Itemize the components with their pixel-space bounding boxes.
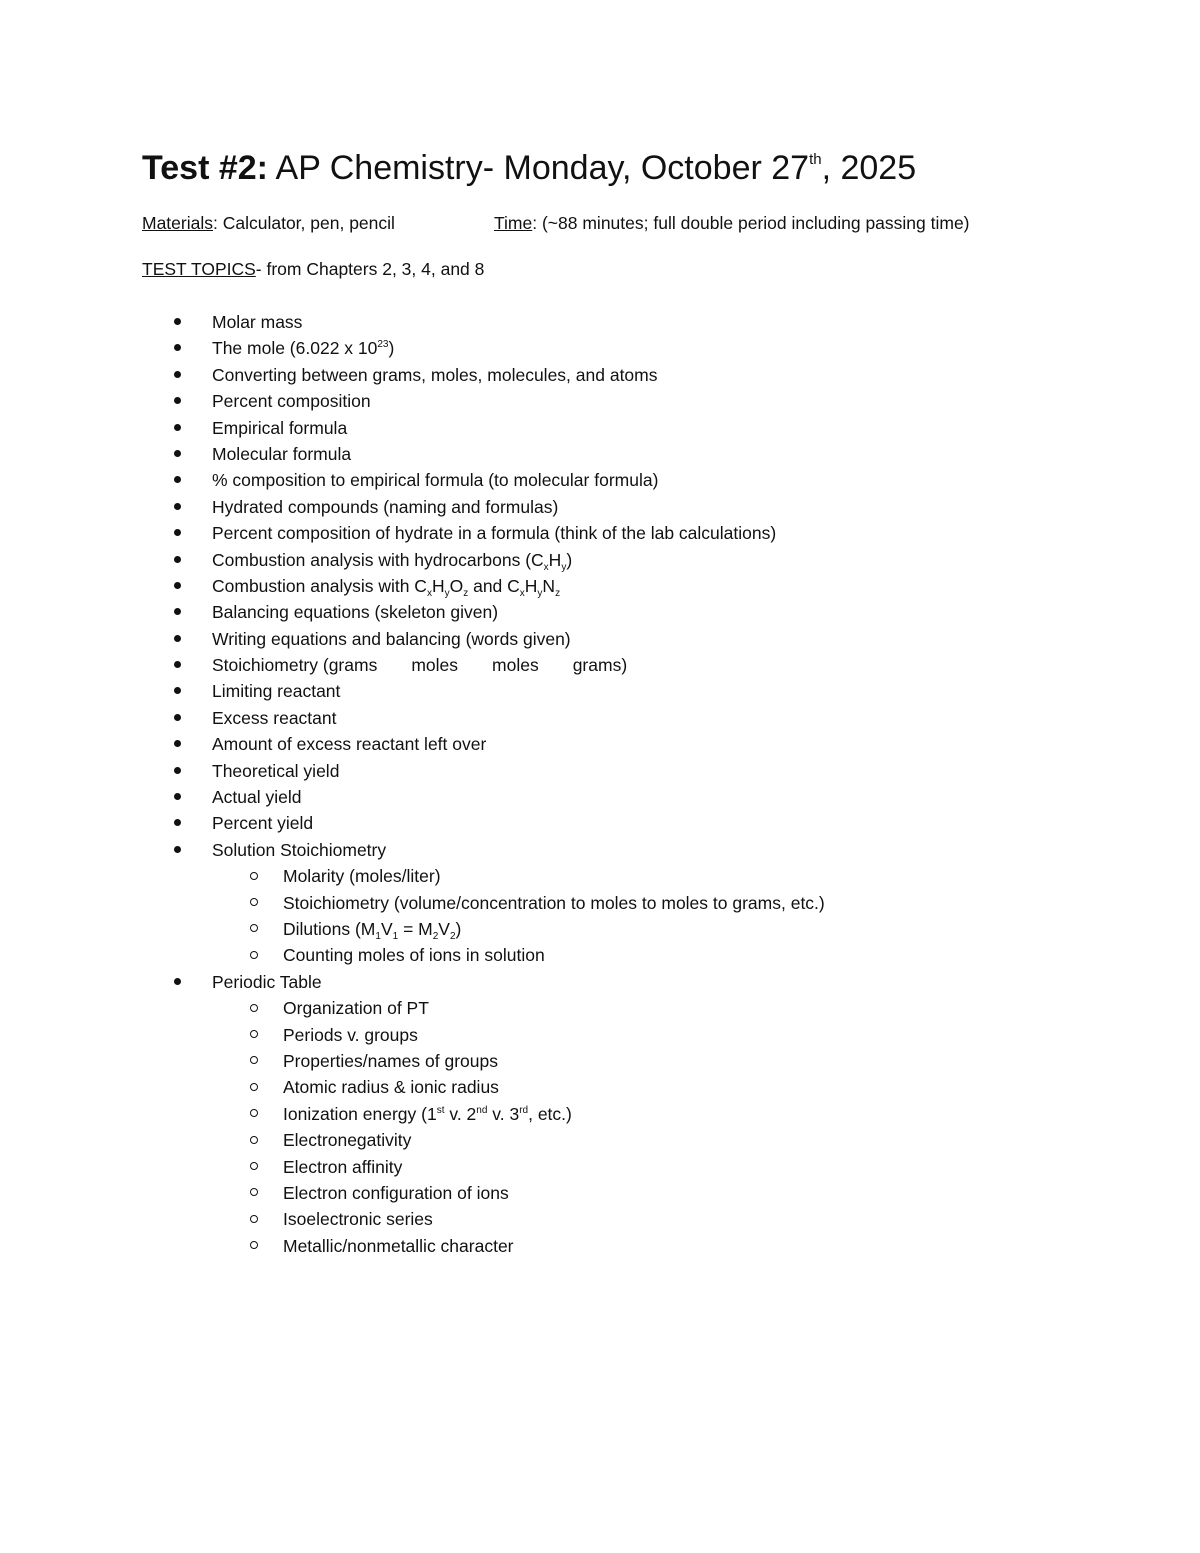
list-item: Molecular formula: [0, 441, 1100, 467]
bullet-icon: [174, 635, 181, 642]
list-item: Amount of excess reactant left over: [0, 731, 1100, 757]
hollow-bullet-icon: [250, 872, 258, 880]
list-item: Empirical formula: [0, 415, 1100, 441]
sub-list-item: Organization of PT: [0, 995, 1100, 1021]
hollow-bullet-icon: [250, 1056, 258, 1064]
sub-list-item: Atomic radius & ionic radius: [0, 1074, 1100, 1100]
sub-list-item: Dilutions $(M_1V_1 = M_2V_2)$: [0, 916, 1100, 942]
page-title: [142, 146, 916, 190]
title-year: , 2025: [821, 149, 917, 187]
sub-list-item: Electron configuration of ions: [0, 1180, 1100, 1206]
topic-list: [0, 309, 1100, 1259]
hollow-bullet-icon: [250, 1162, 258, 1170]
sub-list-item: Properties/names of groups: [0, 1048, 1100, 1074]
list-item: Combustion analysis with hydrocarbons $(C_xH_y)$: [0, 547, 1100, 573]
time-line: [494, 211, 970, 235]
test-topics-header: [142, 257, 484, 281]
sub-list-item: Counting moles of ions in solution: [0, 942, 1100, 968]
bullet-icon: [174, 529, 181, 536]
list-item: Solution Stoichiometry: [0, 837, 1100, 863]
bullet-icon: [174, 767, 181, 774]
hollow-bullet-icon: [250, 924, 258, 932]
bullet-icon: [174, 687, 181, 694]
list-item: Periodic Table: [0, 969, 1100, 995]
list-item: Excess reactant: [0, 705, 1100, 731]
bullet-icon: [174, 556, 181, 563]
bullet-icon: [174, 450, 181, 457]
bullet-icon: [174, 318, 181, 325]
materials-line: [142, 211, 395, 235]
list-item: Limiting reactant: [0, 678, 1100, 704]
list-item: Percent yield: [0, 810, 1100, 836]
hollow-bullet-icon: [250, 898, 258, 906]
bullet-icon: [174, 714, 181, 721]
bullet-icon: [174, 424, 181, 431]
bullet-icon: [174, 503, 181, 510]
hollow-bullet-icon: [250, 1188, 258, 1196]
list-item: Stoichiometry (grams moles moles grams): [0, 652, 1100, 678]
hollow-bullet-icon: [250, 1241, 258, 1249]
sub-list-item: Isoelectronic series: [0, 1206, 1100, 1232]
bullet-icon: [174, 978, 181, 985]
list-item: % composition to empirical formula (to molecular formula): [0, 467, 1100, 493]
bullet-icon: [174, 344, 181, 351]
hollow-bullet-icon: [250, 1136, 258, 1144]
hollow-bullet-icon: [250, 1083, 258, 1091]
list-item: Percent composition of hydrate in a formula (think of the lab calculations): [0, 520, 1100, 546]
test-topics-label: TEST TOPICS: [142, 259, 256, 279]
sub-list-item: Electron affinity: [0, 1154, 1100, 1180]
sub-list-item: Electronegativity: [0, 1127, 1100, 1153]
hollow-bullet-icon: [250, 1004, 258, 1012]
list-item: Converting between grams, moles, molecules, and atoms: [0, 362, 1100, 388]
list-item: The mole (6.022 x $10^{23}$): [0, 335, 1100, 361]
title-main: AP Chemistry- Monday, October 27: [267, 149, 810, 187]
bullet-icon: [174, 608, 181, 615]
list-item: Molar mass: [0, 309, 1100, 335]
bullet-icon: [174, 793, 181, 800]
bullet-icon: [174, 846, 181, 853]
materials-label: Materials: [142, 213, 213, 233]
sub-list-item: Molarity (moles/liter): [0, 863, 1100, 889]
bullet-icon: [174, 371, 181, 378]
hollow-bullet-icon: [250, 1215, 258, 1223]
bullet-icon: [174, 819, 181, 826]
hollow-bullet-icon: [250, 951, 258, 959]
list-item: Actual yield: [0, 784, 1100, 810]
sub-list-item: Metallic/nonmetallic character: [0, 1233, 1100, 1259]
list-item: Percent composition: [0, 388, 1100, 414]
list-item: Combustion analysis with $C_xH_yO_z$ and $C_xH_yN_z$: [0, 573, 1100, 599]
list-item: Writing equations and balancing (words given): [0, 626, 1100, 652]
list-item: Balancing equations (skeleton given): [0, 599, 1100, 625]
title-ordinal-suffix: th: [809, 151, 822, 168]
hollow-bullet-icon: [250, 1030, 258, 1038]
time-value: : (~88 minutes; full double period including passing time): [532, 213, 970, 233]
bullet-icon: [174, 476, 181, 483]
hollow-bullet-icon: [250, 1109, 258, 1117]
sub-list-item: Ionization energy (1st v. 2nd v. 3rd, etc.): [0, 1101, 1100, 1127]
list-item: Hydrated compounds (naming and formulas): [0, 494, 1100, 520]
title-test-number: Test #2:: [142, 149, 268, 187]
time-label: Time: [494, 213, 533, 233]
sub-list-item: Stoichiometry (volume/concentration to moles to moles to grams, etc.): [0, 890, 1100, 916]
materials-value: : Calculator, pen, pencil: [213, 213, 395, 233]
sub-list-item: Periods v. groups: [0, 1022, 1100, 1048]
bullet-icon: [174, 397, 181, 404]
list-item: Theoretical yield: [0, 758, 1100, 784]
bullet-icon: [174, 740, 181, 747]
test-topics-chapters: - from Chapters 2, 3, 4, and 8: [255, 259, 485, 279]
bullet-icon: [174, 661, 181, 668]
bullet-icon: [174, 582, 181, 589]
